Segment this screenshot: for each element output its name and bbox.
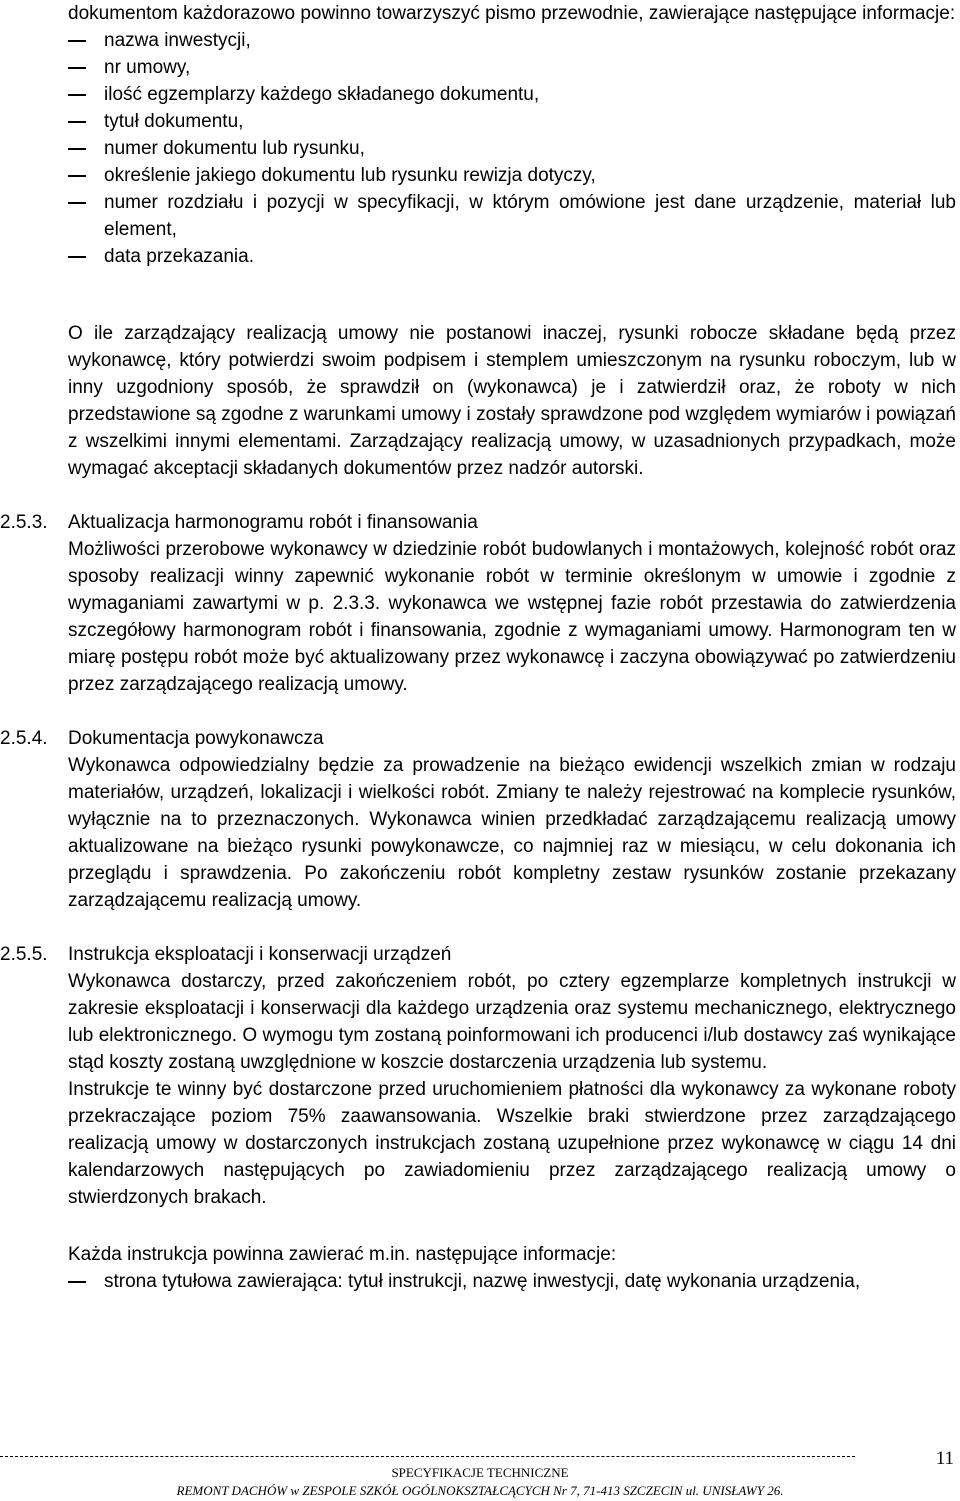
list-item: strona tytułowa zawierająca: tytuł instrukcji, nazwę inwestycji, datę wykonania urządzenia, (68, 1268, 956, 1295)
dash-bullet-icon (68, 121, 86, 123)
section-2-5-4 (0, 725, 956, 914)
section-number: 2.5.5. (0, 944, 48, 965)
list-item: data przekazania. (68, 243, 956, 270)
dash-bullet-icon (68, 1281, 86, 1283)
dash-bullet-icon (68, 256, 86, 258)
list-item: numer dokumentu lub rysunku, (68, 135, 956, 162)
approval-paragraph: O ile zarządzający realizacją umowy nie postanowi inaczej, rysunki robocze składane będą przez wykonawcę, który potwierdzi swoim podpisem i stemplem umieszczonym na rysunku roboczym, lub w inny uzgodniony sposób, że sprawdził on (wykonawca) je i zatwierdził oraz, że roboty w nich przedstawione są zgodne z warunkami umowy i zostały sprawdzone pod względem wymiarów i powiązań z wszelkimi innymi elementami. Zarządzający realizacją umowy, w uzasadnionych przypadkach, może wymagać akceptacji składanych dokumentów przez nadzór autorski. (68, 323, 956, 479)
section-paragraph: Wykonawca odpowiedzialny będzie za prowadzenie na bieżąco ewidencji wszelkich zmian w rodzaju materiałów, urządzeń, lokalizacji i wielkości robót. Zmiany te należy rejestrować na komplecie rysunków, wyłącznie na to przeznaczonych. Wykonawca winien przedkładać zarządzającemu realizacją umowy aktualizowane na bieżąco rysunki powykonawcze, co najmniej raz w miesiącu, w celu dokonania ich przeglądu i sprawdzenia. Po zakończeniu robót kompletny zestaw rysunków zostanie przekazany zarządzającemu realizacją umowy. (68, 755, 956, 911)
list-item: nazwa inwestycji, (68, 27, 956, 54)
page-number: 11 (935, 1448, 954, 1469)
section-heading (0, 509, 956, 536)
list-item: ilość egzemplarzy każdego składanego dokumentu, (68, 81, 956, 108)
closing-intro: Każda instrukcja powinna zawierać m.in. następujące informacje: (68, 1244, 617, 1265)
page-footer (0, 1440, 960, 1501)
dash-bullet-icon (68, 67, 86, 69)
section-paragraph: Możliwości przerobowe wykonawcy w dziedzinie robót budowlanych i montażowych, kolejność robót oraz sposoby realizacji winny zapewnić wykonanie robót w terminie określonym w umowie i zgodnie z wymaganiami zawartymi w p. 2.3.3. wykonawca we wstępnej fazie robót przestawia do zatwierdzenia szczegółowy harmonogram robót i finansowania, zgodnie z wymaganiami umowy. Harmonogram ten w miarę postępu robót może być aktualizowany przez wykonawcę i zaczyna obowiązywać po zatwierdzeniu przez zarządzającego realizacją umowy. (68, 539, 956, 695)
footer-title: SPECYFIKACJE TECHNICZNE (391, 1465, 569, 1480)
dash-bullet-icon (68, 202, 86, 204)
intro-paragraph: dokumentom każdorazowo powinno towarzyszyć pismo przewodnie, zawierające następujące informacje: (68, 3, 956, 24)
list-item: tytuł dokumentu, (68, 108, 956, 135)
intro-list (68, 27, 956, 270)
section-2-5-3 (0, 509, 956, 698)
section-number: 2.5.4. (0, 728, 48, 749)
section-heading (0, 725, 956, 752)
section-2-5-5 (0, 941, 956, 1211)
section-title: Instrukcja eksploatacji i konserwacji urządzeń (68, 944, 452, 965)
footer-subtitle: REMONT DACHÓW w ZESPOLE SZKÓŁ OGÓLNOKSZTAŁCĄCYCH Nr 7, 71-413 SZCZECIN ul. UNISŁAWY 26. (176, 1483, 784, 1498)
section-paragraph: Wykonawca dostarczy, przed zakończeniem robót, po cztery egzemplarze kompletnych instrukcji w zakresie eksploatacji i konserwacji dla każdego urządzenia oraz systemu mechanicznego, elektrycznego lub elektronicznego. O wymogu tym zostaną poinformowani ich producenci i/lub dostawcy zaś wynikające stąd koszty zostaną uwzględnione w koszcie dostarczenia urządzenia lub systemu. (68, 971, 956, 1073)
footer-divider (0, 1456, 855, 1457)
list-item: numer rozdziału i pozycji w specyfikacji, w którym omówione jest dane urządzenie, materiał lub element, (68, 189, 956, 243)
list-item: nr umowy, (68, 54, 956, 81)
section-number: 2.5.3. (0, 512, 48, 533)
section-title: Aktualizacja harmonogramu robót i finansowania (68, 512, 478, 533)
dash-bullet-icon (68, 175, 86, 177)
section-heading (0, 941, 956, 968)
dash-bullet-icon (68, 40, 86, 42)
list-item: określenie jakiego dokumentu lub rysunku rewizja dotyczy, (68, 162, 956, 189)
dash-bullet-icon (68, 148, 86, 150)
section-paragraph: Instrukcje te winny być dostarczone przed uruchomieniem płatności dla wykonawcy za wykonane roboty przekraczające poziom 75% zaawansowania. Wszelkie braki stwierdzone przez zarządzającego realizacją umowy w dostarczonych instrukcjach zostaną uzupełnione przez wykonawcę w ciągu 14 dni kalendarzowych następujących po zawiadomieniu przez zarządzającego realizacją umowy o stwierdzonych brakach. (68, 1079, 956, 1208)
closing-list (68, 1268, 956, 1295)
section-title: Dokumentacja powykonawcza (68, 728, 324, 749)
dash-bullet-icon (68, 94, 86, 96)
